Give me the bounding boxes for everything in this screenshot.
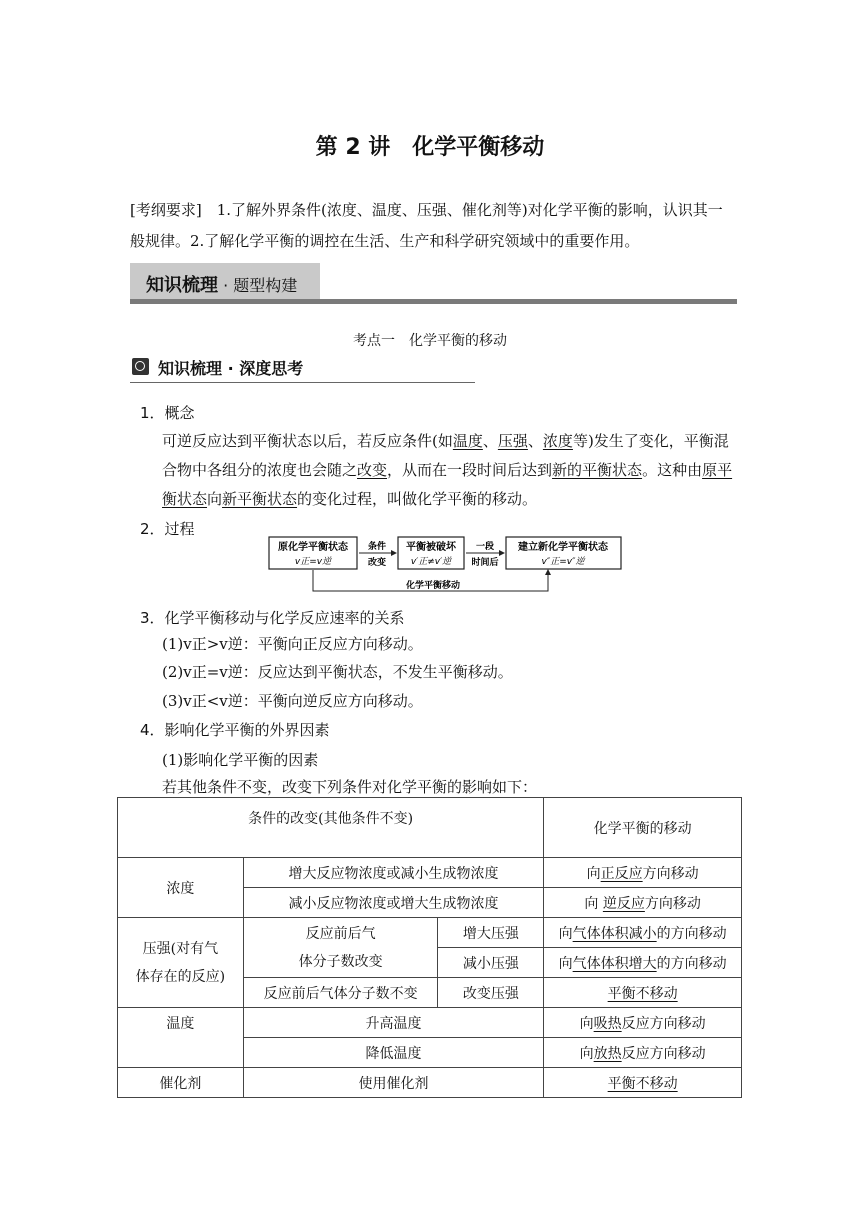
header-condition: 条件的改变(其他条件不变)	[118, 798, 544, 858]
conc-decrease-condition: 减小反应物浓度或增大生成物浓度	[243, 888, 544, 918]
pressure-increase-effect: 向气体体积减小的方向移动	[544, 918, 742, 948]
topic-heading: 考点一 化学平衡的移动	[353, 333, 507, 349]
subsection-title: 知识梳理 · 深度思考	[158, 359, 304, 378]
factors-heading: 4．影响化学平衡的外界因素	[140, 721, 330, 739]
temp-lower-effect: 向放热反应方向移动	[544, 1038, 742, 1068]
row-temperature-blank	[118, 1038, 244, 1068]
row-pressure-label: 压强(对有气 体存在的反应)	[118, 918, 244, 1008]
requirements-text-1: 1.了解外界条件(浓度、温度、压强、催化剂等)对化学平衡的影响，认识其一	[201, 201, 723, 219]
catalyst-effect: 平衡不移动	[544, 1068, 742, 1098]
equilibrium-shift-label: 化学平衡移动	[405, 581, 461, 591]
new-state-title: 建立新化学平衡状态	[518, 542, 608, 553]
exam-requirements	[130, 195, 735, 257]
rate-relation-item-3: (3)v正<v逆：平衡向逆反应方向移动。	[162, 692, 423, 710]
pressure-molecule-same: 反应前后气体分子数不变	[243, 978, 438, 1008]
catalyst-use: 使用催化剂	[243, 1068, 544, 1098]
factors-table	[117, 797, 742, 1098]
rate-relation-item-2: (2)v正=v逆：反应达到平衡状态，不发生平衡移动。	[162, 663, 513, 681]
broken-state-title: 平衡被破坏	[406, 542, 456, 553]
temp-raise-effect: 向吸热反应方向移动	[544, 1008, 742, 1038]
section-banner	[130, 263, 737, 305]
factors-intro: 若其他条件不变，改变下列条件对化学平衡的影响如下：	[162, 778, 538, 796]
original-state-title: 原化学平衡状态	[278, 542, 348, 553]
temp-raise: 升高温度	[243, 1008, 544, 1038]
concept-line-1: 可逆反应达到平衡状态以后，若反应条件(如温度、压强、浓度等)发生了变化，平衡混	[162, 432, 729, 450]
arrow1-bottom-label: 改变	[367, 558, 387, 568]
process-flow-diagram	[268, 536, 628, 596]
rate-relation-item-1: (1)v正>v逆：平衡向正反应方向移动。	[162, 635, 423, 653]
page-title: 第 2 讲 化学平衡移动	[315, 135, 545, 160]
requirements-text-2: 般规律。2.了解化学平衡的调控在生活、生产和科学研究领域中的重要作用。	[130, 232, 640, 250]
original-state-rates: v正=v逆	[294, 557, 332, 567]
arrow2-top-label: 一段	[475, 542, 495, 552]
rate-relation-heading: 3．化学平衡移动与化学反应速率的关系	[140, 609, 405, 627]
pressure-change-effect: 平衡不移动	[544, 978, 742, 1008]
concept-line-3: 衡状态向新平衡状态的变化过程，叫做化学平衡的移动。	[162, 490, 538, 508]
concept-line-2: 合物中各组分的浓度也会随之改变，从而在一段时间后达到新的平衡状态。这种由原平	[162, 461, 733, 479]
row-catalyst-label: 催化剂	[118, 1068, 244, 1098]
factors-subheading: (1)影响化学平衡的因素	[162, 751, 319, 769]
pressure-molecule-change: 反应前后气 体分子数改变	[243, 918, 438, 978]
process-heading: 2．过程	[140, 520, 195, 538]
temp-lower: 降低温度	[243, 1038, 544, 1068]
row-concentration-label: 浓度	[118, 858, 244, 918]
banner-dot: ·	[218, 276, 234, 295]
row-temperature-label: 温度	[118, 1008, 244, 1038]
conc-increase-effect: 向正反应方向移动	[544, 858, 742, 888]
banner-rest: 题型构建	[233, 276, 298, 295]
arrow2-bottom-label: 时间后	[471, 558, 499, 568]
pressure-decrease: 减小压强	[438, 948, 544, 978]
conc-decrease-effect: 向 逆反应方向移动	[544, 888, 742, 918]
concept-heading: 1．概念	[140, 404, 195, 422]
broken-state-rates: v′正≠v′逆	[410, 557, 452, 567]
pressure-change: 改变压强	[438, 978, 544, 1008]
subsection-header	[130, 354, 475, 383]
header-effect: 化学平衡的移动	[544, 798, 742, 858]
arrow1-top-label: 条件	[367, 542, 387, 552]
requirements-label: [考纲要求]	[130, 201, 202, 219]
banner-main: 知识梳理	[146, 275, 218, 296]
pressure-decrease-effect: 向气体体积增大的方向移动	[544, 948, 742, 978]
pressure-increase: 增大压强	[438, 918, 544, 948]
conc-increase-condition: 增大反应物浓度或减小生成物浓度	[243, 858, 544, 888]
clock-icon	[132, 358, 149, 375]
new-state-rates: v″正=v″逆	[541, 557, 585, 567]
